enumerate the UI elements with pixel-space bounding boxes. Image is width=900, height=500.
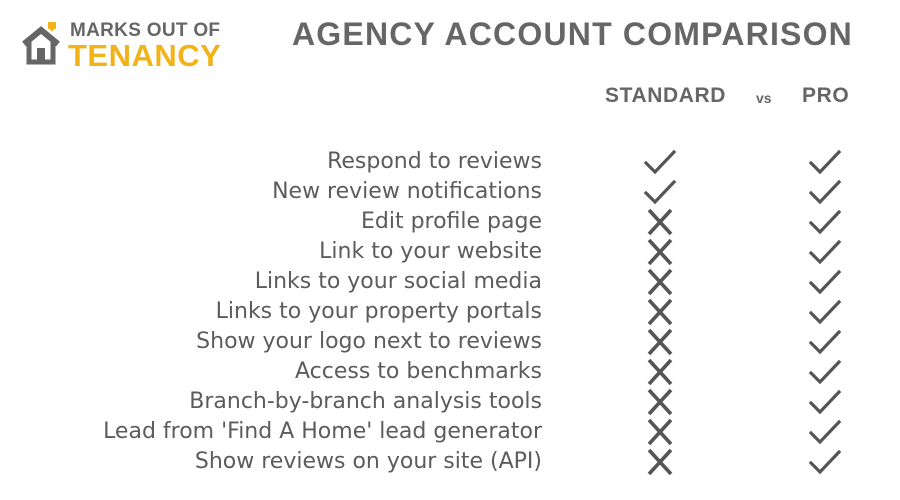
cross-icon xyxy=(643,357,677,387)
feature-row xyxy=(0,297,542,327)
standard-cell xyxy=(641,357,681,387)
pro-cell xyxy=(806,267,846,297)
standard-cell xyxy=(641,327,681,357)
check-icon xyxy=(808,387,842,417)
feature-label: New review notifications xyxy=(272,179,542,204)
cross-icon xyxy=(643,387,677,417)
feature-label: Links to your property portals xyxy=(215,299,542,324)
feature-label: Branch-by-branch analysis tools xyxy=(189,389,542,414)
feature-row xyxy=(0,267,542,297)
standard-cell xyxy=(641,447,681,477)
pro-cell xyxy=(806,237,846,267)
pro-cell xyxy=(806,207,846,237)
feature-label: Show reviews on your site (API) xyxy=(194,449,542,474)
feature-row xyxy=(0,177,542,207)
check-icon xyxy=(808,297,842,327)
feature-label: Links to your social media xyxy=(254,269,542,294)
standard-cell xyxy=(641,297,681,327)
check-icon xyxy=(643,177,677,207)
check-icon xyxy=(808,237,842,267)
check-icon xyxy=(808,267,842,297)
cross-icon xyxy=(643,237,677,267)
standard-cell xyxy=(641,387,681,417)
pro-cell xyxy=(806,417,846,447)
standard-cell xyxy=(641,177,681,207)
feature-label: Lead from 'Find A Home' lead generator xyxy=(103,419,542,444)
pro-cell xyxy=(806,327,846,357)
standard-cell xyxy=(641,417,681,447)
check-icon xyxy=(808,327,842,357)
pro-cell xyxy=(806,357,846,387)
house-marker-icon xyxy=(20,22,64,68)
standard-cell xyxy=(641,267,681,297)
feature-row xyxy=(0,447,542,477)
check-icon xyxy=(808,417,842,447)
feature-row xyxy=(0,387,542,417)
check-icon xyxy=(808,447,842,477)
pro-marks-column xyxy=(806,147,846,477)
logo-text-bottom: TENANCY xyxy=(68,38,222,73)
pro-cell xyxy=(806,297,846,327)
check-icon xyxy=(808,177,842,207)
feature-row xyxy=(0,327,542,357)
column-header-pro: PRO xyxy=(802,84,850,107)
feature-row xyxy=(0,207,542,237)
check-icon xyxy=(808,147,842,177)
pro-cell xyxy=(806,387,846,417)
standard-cell xyxy=(641,147,681,177)
pro-cell xyxy=(806,177,846,207)
logo-text-top: MARKS OUT OF xyxy=(70,20,221,41)
check-icon xyxy=(808,207,842,237)
feature-row xyxy=(0,147,542,177)
standard-marks-column xyxy=(641,147,681,477)
feature-label: Respond to reviews xyxy=(327,149,542,174)
cross-icon xyxy=(643,297,677,327)
cross-icon xyxy=(643,417,677,447)
feature-label: Link to your website xyxy=(319,239,542,264)
feature-list xyxy=(0,147,542,477)
cross-icon xyxy=(643,207,677,237)
feature-row xyxy=(0,357,542,387)
page-title: AGENCY ACCOUNT COMPARISON xyxy=(292,16,853,52)
standard-cell xyxy=(641,207,681,237)
check-icon xyxy=(808,357,842,387)
check-icon xyxy=(643,147,677,177)
feature-label: Show your logo next to reviews xyxy=(196,329,542,354)
brand-logo[interactable] xyxy=(20,20,250,76)
feature-label: Edit profile page xyxy=(360,209,542,234)
pro-cell xyxy=(806,147,846,177)
versus-label: vs xyxy=(756,90,772,106)
column-header-standard: STANDARD xyxy=(605,84,727,107)
cross-icon xyxy=(643,447,677,477)
feature-row xyxy=(0,417,542,447)
pro-cell xyxy=(806,447,846,477)
feature-row xyxy=(0,237,542,267)
cross-icon xyxy=(643,327,677,357)
standard-cell xyxy=(641,237,681,267)
cross-icon xyxy=(643,267,677,297)
feature-label: Access to benchmarks xyxy=(294,359,542,384)
